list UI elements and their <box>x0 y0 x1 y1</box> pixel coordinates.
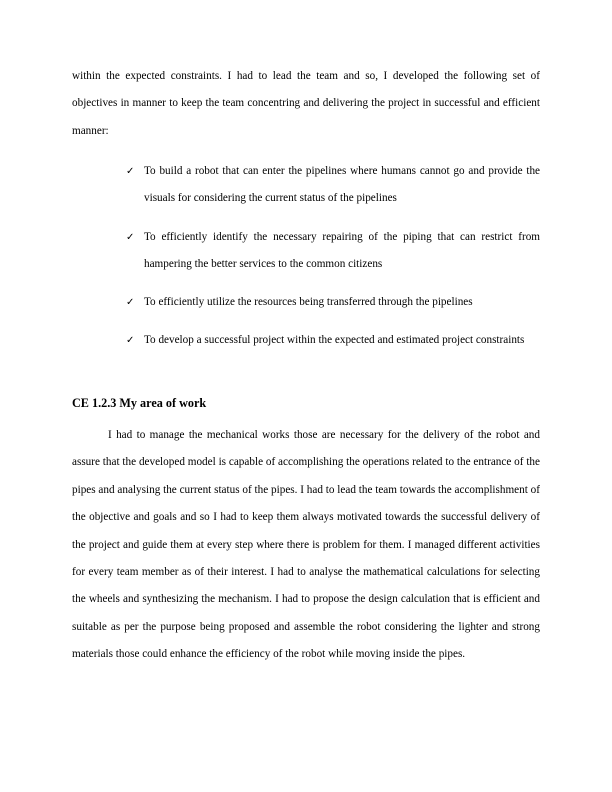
objective-item <box>126 327 540 354</box>
checkmark-icon: ✓ <box>126 335 135 347</box>
checkmark-icon: ✓ <box>126 166 135 177</box>
objective-item <box>126 224 540 279</box>
intro-paragraph: within the expected constraints. I had to lead the team and so, I developed the following set of objectives in manner to keep the team concentring and delivering the project in successful and efficient manner: <box>72 70 540 137</box>
objective-text: To efficiently utilize the resources being transferred through the pipelines <box>144 296 473 309</box>
objectives-list <box>126 158 540 366</box>
checkmark-icon: ✓ <box>126 297 135 309</box>
objective-item <box>126 158 540 213</box>
checkmark-icon: ✓ <box>126 231 135 243</box>
section-heading: CE 1.2.3 My area of work <box>72 396 207 410</box>
objective-text: To develop a successful project within the expected and estimated project constraints <box>144 334 525 347</box>
section-paragraph: I had to manage the mechanical works those are necessary for the delivery of the robot and assure that the developed model is capable of accomplishing the operations related to the entrance of the pipes and analysing the current status of the pipes. I had to lead the team towards the accomplishment of the objective and goals and so I had to keep them always motivated towards the successful delivery of the project and guide them at every step where there is problem for them. I managed different activities for every team member as of their interest. I had to analyse the mathematical calculations for selecting the wheels and synthesizing the mechanism. I had to propose the design calculation that is efficient and suitable as per the purpose being proposed and assemble the robot considering the lighter and strong materials those could enhance the efficiency of the robot while moving inside the pipes. <box>72 429 540 661</box>
objective-item <box>126 289 540 316</box>
objective-text: To build a robot that can enter the pipelines where humans cannot go and provide the visuals for considering the current status of the pipelines <box>144 165 540 205</box>
objective-text: To efficiently identify the necessary repairing of the piping that can restrict from hampering the better services to the common citizens <box>144 230 540 271</box>
